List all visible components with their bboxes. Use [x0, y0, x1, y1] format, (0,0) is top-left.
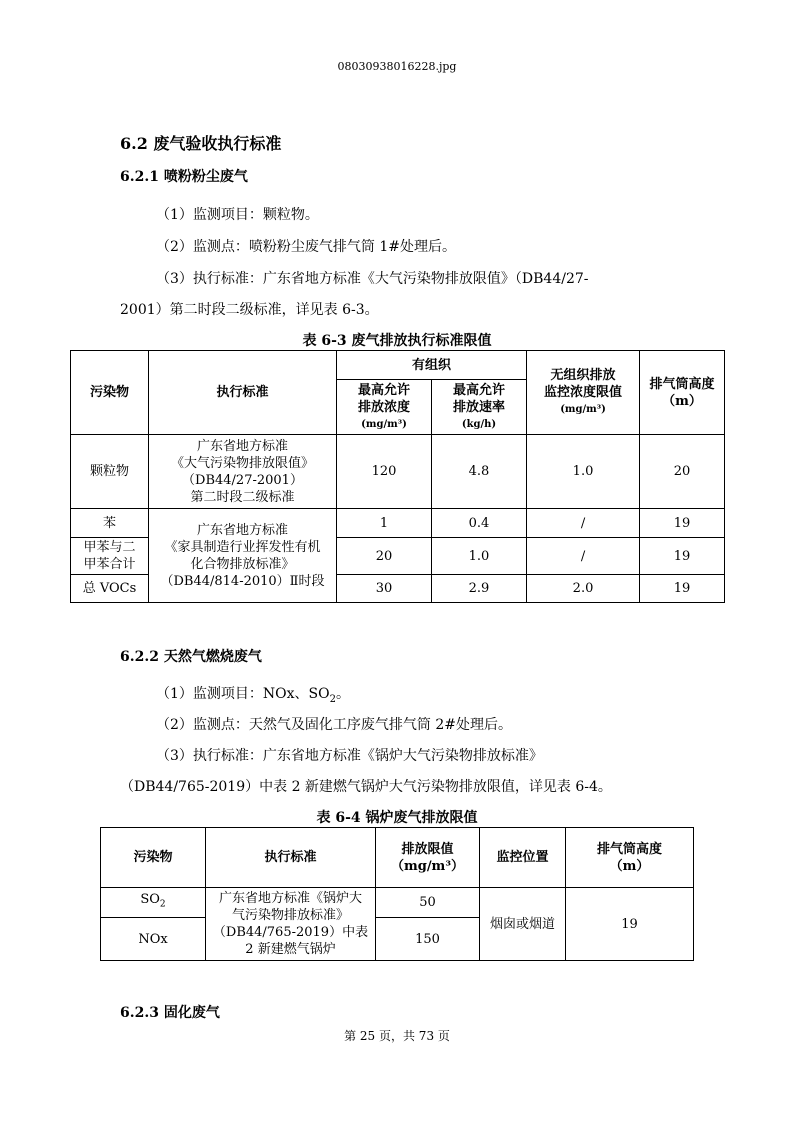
- cell-pollutant: 颗粒物: [71, 435, 149, 509]
- page-footer: 第 25 页，共 73 页: [344, 1029, 450, 1043]
- cell-stack-height: 19: [640, 538, 725, 575]
- paragraph: （2）监测点：喷粉粉尘废气排气筒 1#处理后。: [156, 239, 456, 255]
- cell-rate: 1.0: [432, 538, 527, 575]
- header-pollutant: 污染物: [71, 351, 149, 435]
- header-unorganized: 无组织排放 监控浓度限值 (mg/m³): [527, 351, 640, 435]
- cell-rate: 2.9: [432, 575, 527, 603]
- cell-pollutant: $SO_2$: [101, 888, 206, 918]
- cell-unorganized: /: [527, 509, 640, 538]
- table-6-4-caption: 表 6-4 锅炉废气排放限值: [316, 810, 478, 826]
- section-6-2-title: 6.2 废气验收执行标准: [120, 134, 282, 153]
- header-stack-height: 排气筒高度 （m）: [566, 828, 694, 888]
- cell-limit: 150: [376, 918, 480, 961]
- header-max-concentration: 最高允许 排放浓度 (mg/m³): [337, 380, 432, 435]
- cell-unorganized: /: [527, 538, 640, 575]
- table-row: [101, 888, 694, 918]
- cell-pollutant: 苯: [71, 509, 149, 538]
- cell-concentration: 30: [337, 575, 432, 603]
- paragraph: 2001）第二时段二级标准，详见表 6-3。: [120, 302, 379, 318]
- cell-concentration: 120: [337, 435, 432, 509]
- header-organized: 有组织: [337, 351, 527, 380]
- section-6-2-2-title: 6.2.2 天然气燃烧废气: [120, 649, 262, 665]
- section-6-2-1-title: 6.2.1 喷粉粉尘废气: [120, 169, 248, 185]
- cell-unorganized: 2.0: [527, 575, 640, 603]
- paragraph: （3）执行标准：广东省地方标准《锅炉大气污染物排放标准》: [156, 748, 543, 764]
- cell-rate: 4.8: [432, 435, 527, 509]
- cell-stack-height: 19: [566, 888, 694, 961]
- header-max-rate: 最高允许 排放速率 (kg/h): [432, 380, 527, 435]
- cell-position: 烟囱或烟道: [480, 888, 566, 961]
- table-6-3: [70, 350, 725, 603]
- file-name-header: 08030938016228.jpg: [337, 60, 457, 73]
- cell-stack-height: 20: [640, 435, 725, 509]
- header-stack-height: 排气筒高度 （m）: [640, 351, 725, 435]
- table-6-3-caption: 表 6-3 废气排放执行标准限值: [302, 333, 492, 349]
- cell-standard: 广东省地方标准 《大气污染物排放限值》 （DB44/27-2001） 第二时段二级标准: [149, 435, 337, 509]
- cell-concentration: 20: [337, 538, 432, 575]
- cell-unorganized: 1.0: [527, 435, 640, 509]
- section-6-2-3-title: 6.2.3 固化废气: [120, 1005, 220, 1021]
- header-standard: 执行标准: [149, 351, 337, 435]
- cell-concentration: 1: [337, 509, 432, 538]
- header-limit: 排放限值 （mg/m³）: [376, 828, 480, 888]
- paragraph: （1）监测项目：颗粒物。: [156, 207, 319, 223]
- cell-pollutant: 总 VOCs: [71, 575, 149, 603]
- cell-standard: 广东省地方标准《锅炉大 气污染物排放标准》 （DB44/765-2019）中表 2 新建燃气锅炉: [206, 888, 376, 961]
- paragraph: （2）监测点：天然气及固化工序废气排气筒 2#处理后。: [156, 717, 512, 733]
- paragraph: （1）监测项目：NOx、$SO_2$。: [156, 686, 350, 705]
- header-standard: 执行标准: [206, 828, 376, 888]
- table-row: [71, 435, 725, 509]
- table-6-4: [100, 827, 694, 961]
- cell-stack-height: 19: [640, 575, 725, 603]
- cell-rate: 0.4: [432, 509, 527, 538]
- cell-pollutant: 甲苯与二 甲苯合计: [71, 538, 149, 575]
- table-row: [71, 509, 725, 538]
- cell-pollutant: NOx: [101, 918, 206, 961]
- cell-limit: 50: [376, 888, 480, 918]
- header-position: 监控位置: [480, 828, 566, 888]
- cell-stack-height: 19: [640, 509, 725, 538]
- paragraph: （DB44/765-2019）中表 2 新建燃气锅炉大气污染物排放限值，详见表 6-4。: [120, 779, 612, 795]
- paragraph: （3）执行标准：广东省地方标准《大气污染物排放限值》（DB44/27-: [156, 271, 589, 287]
- header-pollutant: 污染物: [101, 828, 206, 888]
- cell-standard: 广东省地方标准 《家具制造行业挥发性有机 化合物排放标准》 （DB44/814-2010）Ⅱ时段: [149, 509, 337, 603]
